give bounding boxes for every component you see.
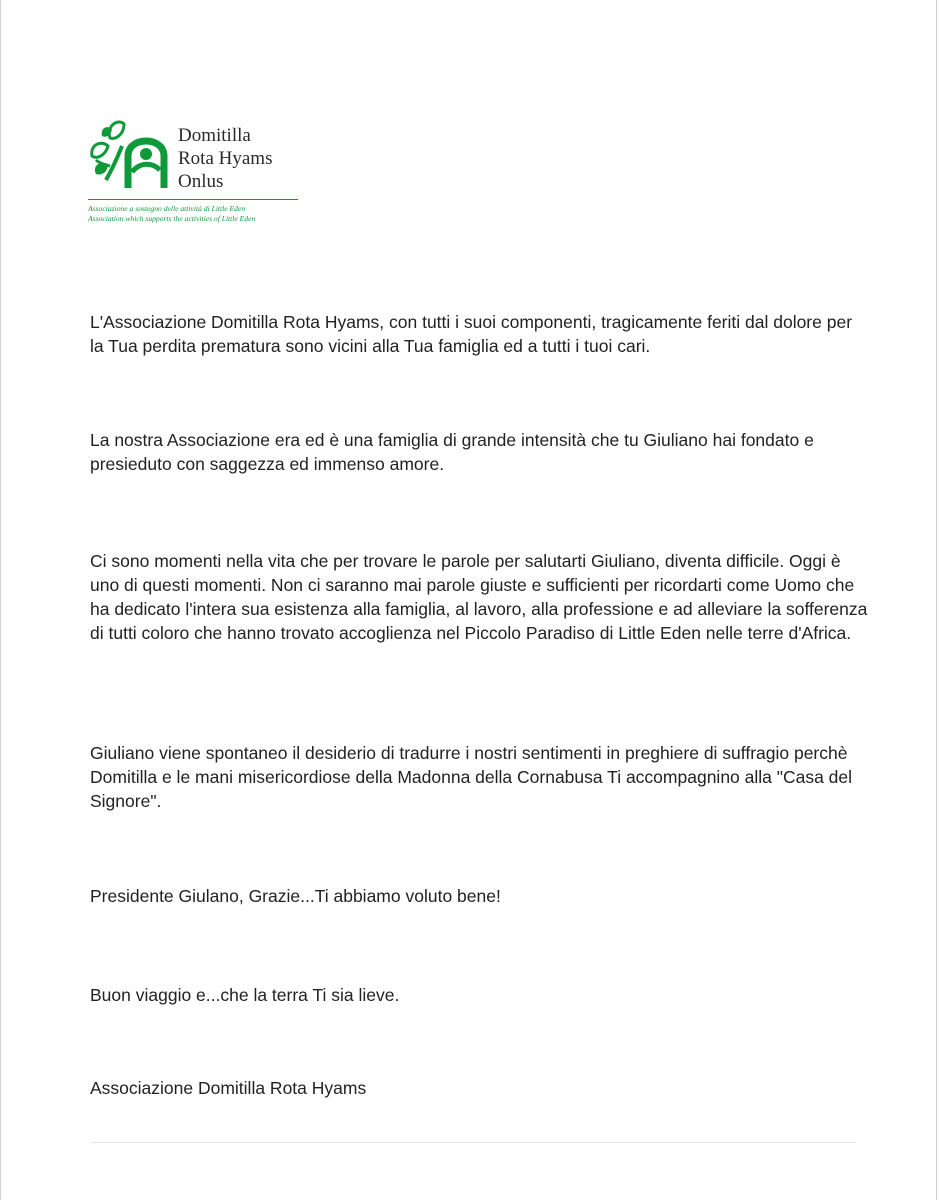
footer-divider: [90, 1142, 856, 1143]
letter-paragraph-2: La nostra Associazione era ed è una famiglia di grande intensità che tu Giuliano hai fondato e presieduto con saggezza ed immenso amore.: [90, 430, 814, 474]
logo-tagline: [88, 204, 255, 224]
logo-divider: [88, 199, 298, 200]
logo-name-line-1: Domitilla: [178, 125, 251, 146]
letter-paragraph-3: Ci sono momenti nella vita che per trovare le parole per salutarti Giuliano, diventa difficile. Oggi è uno di questi momenti. Non ci saranno mai parole giuste e sufficienti per ricordarti come Uomo che ha dedicato l'intera sua esistenza alla famiglia, al lavoro, alla professione e ad alleviare la sofferenza di tutti coloro che hanno trovato accoglienza nel Piccolo Paradiso di Little Eden nelle terre d'Africa.: [90, 551, 868, 643]
association-logo: [88, 116, 308, 234]
letter-paragraph-4: Giuliano viene spontaneo il desiderio di tradurre i nostri sentimenti in preghiere di suffragio perchè Domitilla e le mani misericordiose della Madonna della Cornabusa Ti accompagnino alla "Casa del Signore".: [90, 743, 853, 811]
logo-name-line-3: Onlus: [178, 171, 224, 192]
letter-paragraph-1: L'Associazione Domitilla Rota Hyams, con tutti i suoi componenti, tragicamente feriti dal dolore per la Tua perdita prematura sono vicini alla Tua famiglia ed a tutti i tuoi cari.: [90, 312, 853, 356]
logo-tagline-en: Association which supports the activities of Little Eden: [88, 214, 256, 223]
logo-name: [178, 124, 272, 193]
logo-tagline-it: Associazione a sostegno delle attività di Little Eden: [88, 204, 246, 213]
letter-farewell: Buon viaggio e...che la terra Ti sia lieve.: [90, 985, 400, 1005]
logo-name-line-2: Rota Hyams: [178, 148, 273, 169]
letter-closing-thanks: Presidente Giulano, Grazie...Ti abbiamo voluto bene!: [90, 886, 501, 906]
tree-figure-logo-icon: [88, 116, 178, 196]
letter-signature: Associazione Domitilla Rota Hyams: [90, 1078, 367, 1098]
